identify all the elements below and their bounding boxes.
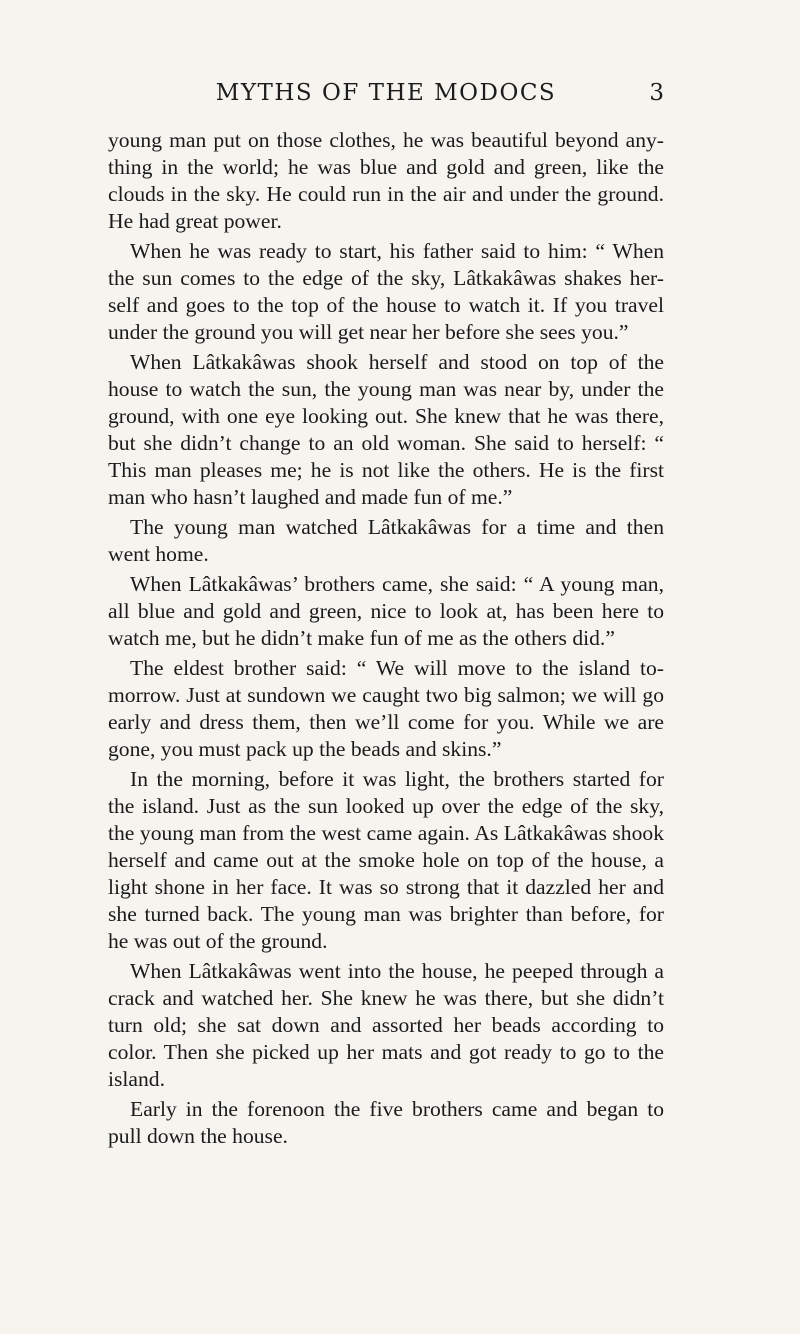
running-title: MYTHS OF THE MODOCS xyxy=(215,80,557,106)
paragraph: Early in the forenoon the five brothers came and began to pull down the house. xyxy=(108,1097,664,1148)
paragraph: When Lâtkakâwas went into the house, he peeped through a crack and watched her. She knew he was there, but she didn’t turn old; she sat down and assorted her beads according to color. Then she picked up her mats and got ready to go to the island. xyxy=(108,959,664,1091)
page-number: 3 xyxy=(649,80,664,106)
paragraph: In the morning, before it was light, the brothers started for the island. Just as the sun looked up over the edge of the sky, the young man from the west came again. As Lâtkakâwas shook herself and came out at the smoke hole on top of the house, a light shone in her face. It was so strong that it dazzled her and she turned back. The young man was brighter than before, for he was out of the ground. xyxy=(108,767,664,953)
paragraph: The young man watched Lâtkakâwas for a time and then went home. xyxy=(108,515,664,566)
page-header xyxy=(108,80,664,120)
body-text xyxy=(108,127,664,1153)
paragraph: young man put on those clothes, he was beautiful beyond any-thing in the world; he was blue and gold and green, like the clouds in the sky. He could run in the air and under the ground. He had great power. xyxy=(108,128,664,233)
paragraph: The eldest brother said: “ We will move to the island to-morrow. Just at sundown we caught two big salmon; we will go early and dress them, then we’ll come for you. While we are gone, you must pack up the beads and skins.” xyxy=(108,656,664,761)
paragraph: When Lâtkakâwas shook herself and stood on top of the house to watch the sun, the young man was near by, under the ground, with one eye looking out. She knew that he was there, but she didn’t change to an old woman. She said to herself: “ This man pleases me; he is not like the others. He is the first man who hasn’t laughed and made fun of me.” xyxy=(108,350,664,509)
paragraph: When Lâtkakâwas’ brothers came, she said: “ A young man, all blue and gold and green, nice to look at, has been here to watch me, but he didn’t make fun of me as the others did.” xyxy=(108,572,664,650)
paragraph: When he was ready to start, his father said to him: “ When the sun comes to the edge of the sky, Lâtkakâwas shakes her-self and goes to the top of the house to watch it. If you travel under the ground you will get near her before she sees you.” xyxy=(108,239,664,344)
